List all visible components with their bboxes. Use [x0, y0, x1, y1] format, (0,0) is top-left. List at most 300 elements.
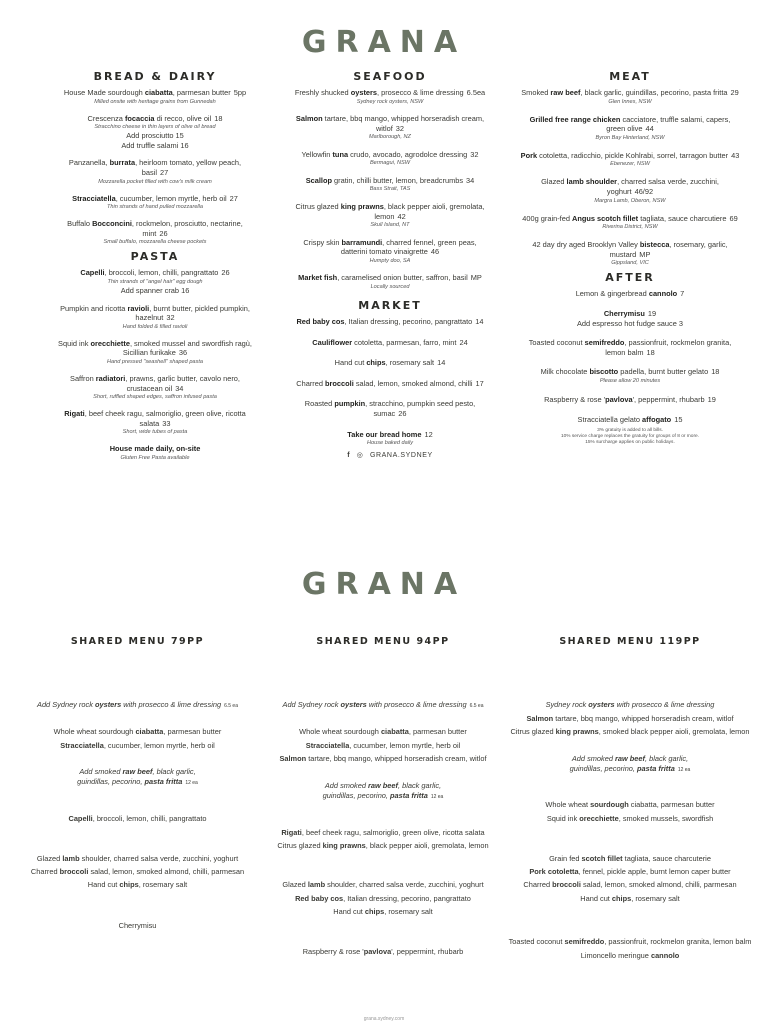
menu-item-text: Smoked [521, 88, 551, 97]
instagram-icon[interactable]: ◎ [356, 452, 364, 460]
menu-item-highlight: bistecca [639, 240, 670, 250]
shared-menu-line [30, 880, 245, 890]
menu-item-price: 36 [178, 348, 188, 358]
menu-item-highlight: Rigati [64, 409, 85, 419]
menu-item-highlight: orecchiette [90, 338, 130, 348]
menu-item-price: 5pp [233, 88, 247, 97]
menu-item-highlight: Market fish [298, 273, 338, 283]
shared-item-text: , black garlic, [398, 781, 442, 790]
shared-menu-line [30, 814, 245, 824]
menu-item-note: House baked daily [366, 440, 414, 447]
shared-item-text: with prosecco & lime dressing [614, 700, 715, 709]
menu-item-highlight: semifreddo [584, 338, 625, 348]
menu-item-text: Crispy skin [303, 237, 342, 247]
shared-item-price: 6.5 ea [224, 703, 238, 709]
shared-menu-line [30, 741, 245, 751]
menu-item-highlight: Angus scotch fillet [572, 213, 639, 223]
menu-item-text: , heirloom tomato, yellow peach, basil [135, 158, 242, 177]
shared-item-text: Glazed [282, 880, 308, 889]
menu-item-text: , smoked mussel and swordfish ragù, Sicillian furikake [122, 338, 252, 358]
shared-item-text: Add Sydney rock [282, 700, 341, 709]
shared-item-text: Citrus glazed [277, 841, 323, 850]
menu-item-price: 26 [221, 268, 230, 278]
menu-item-price: 14 [437, 358, 446, 368]
shared-item-text: with prosecco & lime dressing [366, 700, 467, 709]
menu-item-note: Please allow 20 minutes [599, 377, 661, 384]
shared-item-text: Whole wheat [545, 800, 591, 809]
shared-item-text: tagliata, sauce charcuterie [622, 854, 711, 863]
menu-item-text: ', peppermint, rhubarb [632, 394, 705, 404]
shared-item-text: , black pepper aioli, gremolata, lemon [365, 841, 489, 850]
menu-item-text: tartare, bbq mango, whipped horseradish cream, witlof [322, 114, 485, 133]
shared-menu-line [263, 947, 503, 957]
menu-item-text: cacciatore, truffle salami, capers, green olive [606, 114, 731, 134]
shared-item-highlight: king prawns [322, 841, 366, 850]
shared-item-highlight: lamb [307, 880, 326, 889]
menu-item-note: Locally sourced [370, 283, 410, 290]
shared-item-highlight: oysters [94, 700, 122, 709]
menu-item-note: Short, ruffled shaped edges, saffron infused pasta [93, 394, 217, 401]
menu-item-text: Roasted [304, 399, 335, 409]
menu-item-text: Raspberry & rose ' [544, 394, 606, 404]
menu-item-text: Panzanella, [68, 158, 110, 168]
shared-item-highlight: chips [611, 894, 632, 903]
shared-menu-line [263, 700, 503, 712]
menu-item-note: Stracchino cheese in thin layers of olive oil bread [94, 124, 216, 131]
facebook-icon[interactable]: f [347, 452, 351, 460]
menu-item-note: Gippsland, VIC [611, 260, 649, 267]
menu-item-text: , passionfruit, rockmelon granita, lemon balm [605, 338, 732, 357]
shared-menu-line [495, 814, 765, 824]
brand-logo-top: GRANA [301, 25, 467, 60]
footnote-line: 3% gratuity is added to all bills. [597, 428, 663, 434]
shared-menu-line [30, 921, 245, 931]
shared-menu-line [30, 867, 245, 877]
shared-menu-line-italic [77, 777, 182, 786]
shared-item-text: shoulder, charred salsa verde, zucchini, yoghurt [325, 880, 484, 889]
menu-item-addon: Add prosciutto 15 [126, 131, 184, 141]
shared-item-text: Whole wheat sourdough [53, 727, 136, 736]
shared-item-text: , passionfruit, rockmelon granita, lemon balm [604, 937, 752, 946]
menu-item-price: 18 [646, 347, 655, 357]
menu-item-price: 17 [475, 378, 484, 388]
shared-menu-line [495, 700, 765, 710]
shared-item-text: , rosemary salt [138, 880, 188, 889]
shared-item-text: Whole wheat sourdough [299, 727, 381, 736]
shared-item-text: , fennel, pickle apple, burnt lemon caper butter [578, 867, 731, 876]
shared-menu-94-title: SHARED MENU 94PP [316, 636, 450, 647]
shared-item-text: , rosemary salt [384, 907, 433, 916]
menu-item-note: Short, wide tubes of pasta [122, 429, 188, 436]
menu-item-text: , black pepper aioli, gremolata, lemon [374, 201, 485, 221]
menu-item-text: , black garlic, guindillas, pecorino, pasta fritta [580, 88, 728, 97]
shared-item-highlight: raw beef [615, 754, 645, 763]
shared-item-text: Sydney rock [545, 700, 589, 709]
shared-menu-line [30, 854, 245, 864]
menu-item-highlight: raw beef [550, 88, 581, 97]
menu-item-text: Milk chocolate [540, 367, 590, 377]
shared-item-highlight: Stracciatella [60, 741, 104, 750]
menu-item-price: 6.5ea [466, 88, 486, 97]
menu-item-highlight: broccoli [325, 378, 354, 388]
menu-item-text: gratin, chilli butter, lemon, breadcrumbs [332, 175, 464, 185]
menu-item-highlight: chips [366, 358, 386, 368]
shared-item-price: 6.5 ea [469, 703, 484, 709]
menu-item-highlight: ciabatta [144, 88, 173, 97]
menu-item-text: padella, burnt butter gelato [618, 367, 709, 377]
shared-item-highlight: broccoli [59, 867, 89, 876]
shared-item-price: 12 ea [430, 794, 444, 800]
menu-item-price: 46 [430, 247, 440, 257]
shared-item-text: Charred [523, 880, 553, 889]
shared-menu-line [495, 937, 765, 947]
shared-item-text: Limoncello meringue [580, 951, 651, 960]
shared-item-text: , smoked black pepper aioli, gremolata, lemon [598, 727, 750, 736]
shared-menu-line [495, 880, 765, 890]
shared-item-text: Hand cut [333, 907, 365, 916]
menu-item-note: Gluten Free Pasta available [120, 454, 190, 461]
menu-item-price: 15 [674, 414, 683, 424]
section-title-meat: MEAT [609, 70, 651, 83]
menu-item-highlight: ravioli [127, 303, 150, 313]
menu-item-price: 19 [647, 308, 657, 318]
shared-menu-line [495, 800, 765, 810]
shared-item-text: , parmesan butter [163, 727, 222, 736]
menu-item-price: 19 [707, 394, 716, 404]
menu-item-highlight: barramundi [341, 237, 383, 247]
section-title-after: AFTER [605, 271, 655, 285]
shared-menu-line [263, 727, 503, 737]
menu-item-price: 18 [214, 113, 223, 123]
menu-item-addon: Add espresso hot fudge sauce 3 [576, 318, 683, 328]
menu-item-text: Lemon & gingerbread [575, 289, 649, 299]
menu-item-highlight: Stracciatella [72, 193, 116, 203]
shared-menu-119-list [495, 0, 765, 1024]
menu-item-highlight: burrata [109, 158, 136, 168]
shared-item-text: salad, lemon, smoked almond, chilli, parmesan [88, 867, 245, 876]
shared-item-highlight: oysters [588, 700, 615, 709]
menu-item-text: Buffalo [67, 219, 93, 229]
shared-item-highlight: lamb [62, 854, 80, 863]
shared-menu-line [495, 951, 765, 961]
menu-item-text: , prawns, garlic butter, cavolo nero, crustacean oil [125, 373, 240, 393]
menu-item-price: 46/92 [634, 186, 654, 196]
shared-item-text: , black garlic, [645, 754, 689, 763]
menu-item-text: Glazed [541, 177, 567, 187]
menu-item-price: 7 [680, 289, 685, 299]
shared-menu-line [263, 754, 503, 764]
menu-item-note: Margra Lamb, Oberon, NSW [594, 197, 666, 204]
social-handle[interactable]: GRANA.SYDNEY [369, 452, 433, 460]
shared-item-text: tartare, bbq mango, whipped horseradish cream, witlof [553, 714, 734, 723]
shared-menu-line-italic [325, 781, 441, 790]
shared-item-highlight: oysters [340, 700, 367, 709]
shared-menu-line-italic [570, 764, 675, 773]
brand-logo-bottom: GRANA [301, 567, 467, 602]
menu-item-text: Charred [296, 378, 326, 388]
shared-item-highlight: chips [364, 907, 385, 916]
menu-item-price: 32 [470, 149, 479, 159]
menu-item-highlight: lamb shoulder [566, 177, 618, 187]
menu-item-price: 27 [159, 167, 169, 177]
menu-item-text: Stracciatella gelato [577, 414, 643, 424]
section-title-pasta: PASTA [130, 250, 180, 264]
menu-item-price: MP [470, 273, 482, 283]
shared-item-highlight: Rigati [281, 828, 302, 837]
shared-item-highlight: king prawns [555, 727, 599, 736]
footnote-line: 10% service charge replaces the gratuity for groups of 8 or more. [560, 434, 700, 440]
menu-item-note: Ebenezer, NSW [610, 161, 650, 168]
shared-item-text: salad, lemon, smoked almond, chilli, parmesan [580, 880, 737, 889]
menu-item-addon: Add spanner crab 16 [120, 285, 190, 295]
menu-item-price: 34 [175, 383, 184, 393]
menu-item-highlight: affogato [642, 414, 672, 424]
menu-item-highlight: Red baby cos [296, 316, 345, 326]
menu-item-highlight: biscotto [589, 367, 619, 377]
shared-item-highlight: Salmon [526, 714, 554, 723]
menu-item-text: , rockmelon, prosciutto, nectarine, mint [131, 219, 243, 238]
shared-item-text: , parmesan butter [408, 727, 467, 736]
menu-item-note: Hand pressed "seashell" shaped pasta [106, 358, 204, 365]
shared-item-highlight: raw beef [122, 767, 153, 776]
menu-item-text: Yellowfin [301, 149, 333, 159]
menu-item-highlight: pavlova [605, 394, 633, 404]
shared-item-text: , smoked mussels, swordfish [618, 814, 714, 823]
menu-item-note: Sydney rock oysters, NSW [356, 98, 424, 105]
shared-item-text: tartare, bbq mango, whipped horseradish cream, witlof [306, 754, 487, 763]
shared-item-highlight: Capelli [68, 814, 93, 823]
footnote-line: 15% surcharge applies on public holidays. [585, 440, 675, 446]
shared-item-price: 12 ea [185, 780, 198, 786]
shared-menu-line [495, 854, 765, 864]
menu-item-text: di recco, olive oil [154, 113, 212, 123]
menu-item-highlight: king prawns [340, 201, 384, 211]
menu-item-note: Riverina District, NSW [602, 224, 658, 231]
menu-item-price: 32 [395, 123, 405, 133]
menu-item-text: Saffron [70, 373, 96, 383]
shared-item-text: Citrus glazed [510, 727, 556, 736]
menu-item-price: 44 [645, 124, 654, 134]
shared-item-highlight: pavlova [363, 947, 392, 956]
shared-menu-line [263, 880, 503, 890]
shared-item-text: Add smoked [571, 754, 615, 763]
shared-item-text: Add Sydney rock [37, 700, 95, 709]
menu-item-text: cotoletta, radicchio, pickle Kohlrabi, sorrel, tarragon butter [537, 150, 729, 160]
shared-menu-line-italic [323, 791, 428, 800]
shared-item-text: guindillas, pecorino, [77, 777, 145, 786]
shared-item-text: with prosecco & lime dressing [121, 700, 222, 709]
menu-item-price: 12 [424, 429, 433, 439]
shared-item-text: ', peppermint, rhubarb [391, 947, 464, 956]
section-title-bread-dairy: BREAD & DAIRY [93, 70, 217, 83]
shared-item-text: Add smoked [79, 767, 123, 776]
menu-item-note: Glen Innes, NSW [608, 98, 652, 105]
menu-item-price: 69 [729, 213, 738, 223]
shared-menu-line-italic [572, 754, 688, 763]
bottom-url: grana.sydney.com [363, 1016, 405, 1022]
shared-item-highlight: pasta fritta [637, 764, 675, 773]
shared-item-highlight: Salmon [279, 754, 307, 763]
menu-item-text: , rosemary salt [385, 358, 435, 368]
shared-menu-line [263, 841, 503, 851]
menu-item-highlight: Salmon [295, 114, 323, 124]
menu-item-price: 18 [711, 367, 720, 377]
menu-item-note: Hand folded & filled ravioli [122, 323, 188, 330]
menu-item-text: , charred fennel, green peas, datterini tomato vinaigrette [340, 237, 477, 257]
menu-item-text: 42 day dry aged Brooklyn Valley [532, 240, 640, 250]
menu-item-text: , charred salsa verde, zucchini, yoghurt [606, 177, 719, 196]
shared-item-highlight: pasta fritta [144, 777, 183, 786]
shared-item-text: shoulder, charred salsa verde, zucchini, yoghurt [79, 854, 239, 863]
shared-item-text: Raspberry & rose ' [302, 947, 364, 956]
shared-menu-line [495, 894, 765, 904]
menu-item-text: , burnt butter, pickled pumpkin, hazelnut [135, 303, 250, 323]
menu-item-price: 29 [730, 88, 739, 97]
shared-item-highlight: pasta fritta [390, 791, 428, 800]
shared-item-highlight: raw beef [368, 781, 398, 790]
menu-item-highlight: tuna [332, 149, 349, 159]
shared-menu-line-italic [79, 767, 195, 776]
menu-item-price: 14 [475, 316, 484, 326]
menu-item-note: Bass Strait, TAS [369, 186, 411, 193]
shared-item-highlight: cannolo [650, 951, 680, 960]
menu-item-highlight: Pork [520, 150, 538, 160]
shared-item-text: , cucumber, lemon myrtle, herb oil [103, 741, 215, 750]
shared-item-highlight: ciabatta [380, 727, 409, 736]
shared-menu-79-title: SHARED MENU 79PP [70, 636, 205, 647]
shared-item-text: Charred [30, 867, 60, 876]
shared-item-text: Cherrymisu [118, 921, 157, 930]
shared-menu-line [263, 791, 503, 803]
menu-item-price: 24 [459, 337, 468, 347]
shared-menu-line [30, 777, 245, 789]
shared-menu-119-title: SHARED MENU 119PP [559, 636, 701, 647]
shared-menu-94-list [263, 0, 503, 1024]
shared-item-text: , rosemary salt [631, 894, 680, 903]
menu-item-text: cotoletta, parmesan, farro, mint [352, 337, 457, 347]
menu-item-price: 34 [466, 175, 475, 185]
shared-menu-line [495, 714, 765, 724]
menu-item-text: Freshly shucked [294, 88, 351, 97]
shared-item-text: Hand cut [580, 894, 612, 903]
shared-item-highlight: broccoli [552, 880, 581, 889]
shared-menu-line [495, 764, 765, 776]
shared-item-text: Add smoked [324, 781, 368, 790]
shared-menu-line [263, 741, 503, 751]
menu-item-highlight: Take our bread home [347, 429, 422, 439]
menu-item-text: Crescenza [87, 113, 125, 123]
shared-item-text: Grain fed [549, 854, 582, 863]
menu-item-text: , prosecco & lime dressing [377, 88, 464, 97]
menu-item-price: 26 [159, 228, 168, 238]
shared-menu-line [30, 727, 245, 737]
menu-item-text: Pumpkin and ricotta [60, 303, 128, 313]
menu-item-note: Mozzarella pocket filled with cow's milk cream [98, 178, 212, 185]
menu-item-highlight: pumpkin [334, 399, 366, 409]
menu-item-text: salad, lemon, smoked almond, chilli [353, 378, 473, 388]
shared-menu-line [263, 907, 503, 917]
shared-item-highlight: semifreddo [564, 937, 605, 946]
shared-menu-line [263, 828, 503, 838]
menu-item-price: 32 [166, 313, 175, 323]
shared-menu-line-italic [546, 700, 715, 709]
shared-item-text: ciabatta, parmesan butter [628, 800, 715, 809]
menu-item-highlight: Bocconcini [92, 219, 132, 229]
shared-item-text: guindillas, pecorino, [322, 791, 391, 800]
menu-item-text: , beef cheek ragu, salmoriglio, green olive, ricotta salata [84, 409, 246, 428]
shared-item-text: guindillas, pecorino, [569, 764, 638, 773]
shared-item-text: Hand cut [87, 880, 120, 889]
menu-item-text: House Made sourdough [63, 88, 145, 97]
menu-item-highlight: oysters [350, 88, 377, 97]
shared-menu-line [263, 894, 503, 904]
menu-item-text: , broccoli, lemon, chilli, pangrattato [104, 268, 219, 278]
shared-menu-line [495, 867, 765, 877]
shared-menu-line-italic [37, 700, 221, 709]
menu-item-text: Squid ink [58, 338, 91, 348]
menu-item-price: MP [639, 249, 651, 259]
menu-item-text: crudo, avocado, agrodolce dressing [348, 149, 468, 159]
menu-item-note: Thin strands of "angel hair" egg dough [107, 278, 203, 285]
menu-item-text: tagliata, sauce charcutiere [638, 213, 727, 223]
menu-item-highlight: Scallop [305, 175, 332, 185]
menu-item-addon: Add truffle salami 16 [121, 140, 189, 150]
menu-item-price: 26 [398, 408, 407, 418]
menu-item-note: Thin strands of hand pulled mozzarella [106, 204, 204, 211]
menu-item-highlight: Cherrymisu [603, 308, 645, 318]
section-title-market: MARKET [358, 298, 422, 312]
shared-item-text: , broccoli, lemon, chilli, pangrattato [92, 814, 207, 823]
menu-item-text: , Italian dressing, pecorino, pangrattato [344, 316, 473, 326]
shared-item-text: Glazed [36, 854, 63, 863]
menu-item-price: 27 [229, 193, 238, 203]
menu-item-text: , caramelised onion butter, saffron, basil [337, 273, 468, 283]
shared-item-highlight: sourdough [590, 800, 629, 809]
menu-item-note: Skull Island, NT [370, 222, 410, 229]
menu-item-price: 43 [731, 150, 740, 160]
shared-menu-line [30, 767, 245, 777]
menu-item-highlight: cannolo [648, 289, 678, 299]
shared-item-highlight: scotch fillet [581, 854, 623, 863]
menu-item-text: , parmesan butter [172, 88, 231, 97]
menu-item-note: Bermagui, NSW [369, 160, 411, 167]
shared-menu-line [495, 754, 765, 764]
menu-item-text: Citrus glazed [295, 201, 341, 211]
menu-item-note: Humpty doo, SA [369, 257, 411, 264]
shared-item-text: Squid ink [546, 814, 580, 823]
menu-item-price: 42 [397, 211, 406, 221]
menu-item-highlight: radiatori [95, 373, 126, 383]
shared-item-highlight: ciabatta [135, 727, 164, 736]
menu-item-note: Small buffalo, mozzarella cheese pockets [103, 239, 207, 246]
shared-menu-line [495, 727, 765, 737]
menu-item-highlight: Cauliflower [312, 337, 353, 347]
menu-item-text: 400g grain-fed [522, 213, 573, 223]
menu-item-text: , stracchino, pumpkin seed pesto, sumac [365, 399, 476, 418]
menu-item-text: , cucumber, lemon myrtle, herb oil [115, 193, 227, 203]
menu-item-price: 33 [162, 418, 171, 428]
menu-item-highlight: Capelli [80, 268, 105, 278]
menu-item-highlight: focaccia [124, 113, 155, 123]
shared-item-price: 12 ea [677, 767, 691, 773]
shared-menu-line [263, 781, 503, 791]
menu-item-highlight: Grilled free range chicken [529, 114, 621, 124]
section-title-seafood: SEAFOOD [353, 70, 427, 83]
shared-menu-line [30, 700, 245, 712]
shared-item-text: , beef cheek ragu, salmoriglio, green olive, ricotta salata [301, 828, 485, 837]
menu-item-text: Hand cut [334, 358, 367, 368]
shared-item-highlight: Stracciatella [305, 741, 350, 750]
